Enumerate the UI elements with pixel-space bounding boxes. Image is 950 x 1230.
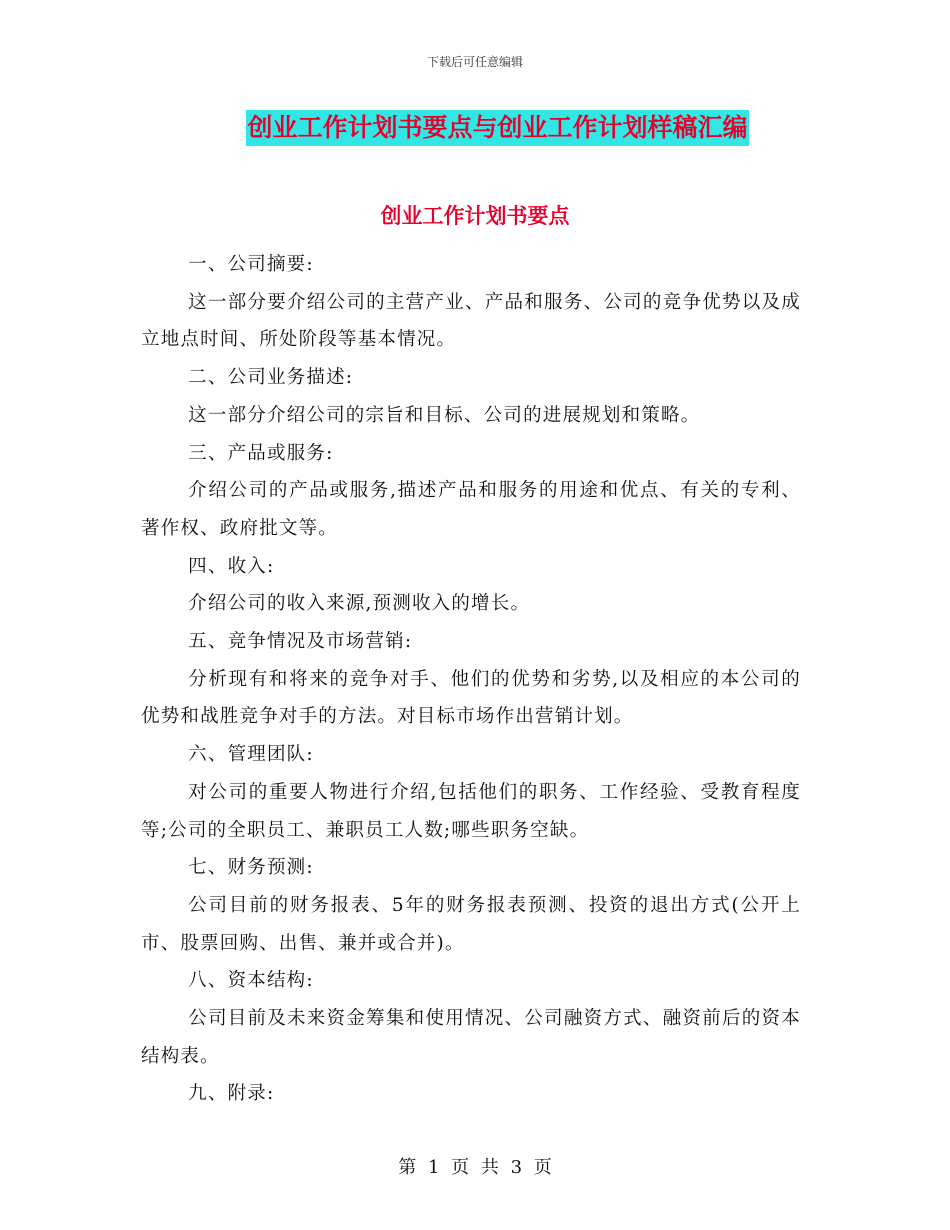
paragraph-financial-forecast: 公司目前的财务报表、5年的财务报表预测、投资的退出方式(公开上市、股票回购、出售、兼并或合并)。 — [141, 894, 801, 954]
paragraph-business-description: 这一部分介绍公司的宗旨和目标、公司的进展规划和策略。 — [188, 404, 701, 426]
paragraph-competition-marketing: 分析现有和将来的竞争对手、他们的优势和劣势,以及相应的本公司的优势和战胜竞争对手的方法。对目标市场作出营销计划。 — [141, 668, 801, 728]
heading-appendix: 九、附录: — [188, 1083, 275, 1105]
document-body — [141, 246, 801, 1113]
heading-income: 四、收入: — [188, 555, 275, 577]
paragraph-capital-structure: 公司目前及未来资金筹集和使用情况、公司融资方式、融资前后的资本结构表。 — [141, 1008, 801, 1067]
heading-products-services: 三、产品或服务: — [188, 442, 334, 464]
document-title-container — [0, 110, 950, 146]
header-note: 下载后可任意编辑 — [426, 55, 523, 69]
heading-capital-structure: 八、资本结构: — [188, 970, 314, 992]
heading-business-description: 二、公司业务描述: — [188, 367, 354, 389]
paragraph-products-services: 介绍公司的产品或服务,描述产品和服务的用途和优点、有关的专利、著作权、政府批文等。 — [141, 480, 801, 539]
paragraph-company-summary: 这一部分要介绍公司的主营产业、产品和服务、公司的竞争优势以及成立地点时间、所处阶段等基本情况。 — [141, 291, 801, 351]
heading-management-team: 六、管理团队: — [188, 744, 314, 766]
paragraph-income: 介绍公司的收入来源,预测收入的增长。 — [188, 593, 531, 615]
paragraph-management-team: 对公司的重要人物进行介绍,包括他们的职务、工作经验、受教育程度等;公司的全职员工、兼职员工人数;哪些职务空缺。 — [141, 781, 801, 841]
heading-company-summary: 一、公司摘要: — [188, 254, 314, 275]
page-number-footer: 第 1 页 共 3 页 — [398, 1157, 552, 1178]
heading-competition-marketing: 五、竞争情况及市场营销: — [188, 631, 413, 653]
document-title: 创业工作计划书要点与创业工作计划样稿汇编 — [246, 110, 748, 146]
section-title: 创业工作计划书要点 — [380, 204, 570, 228]
heading-financial-forecast: 七、财务预测: — [188, 857, 314, 879]
